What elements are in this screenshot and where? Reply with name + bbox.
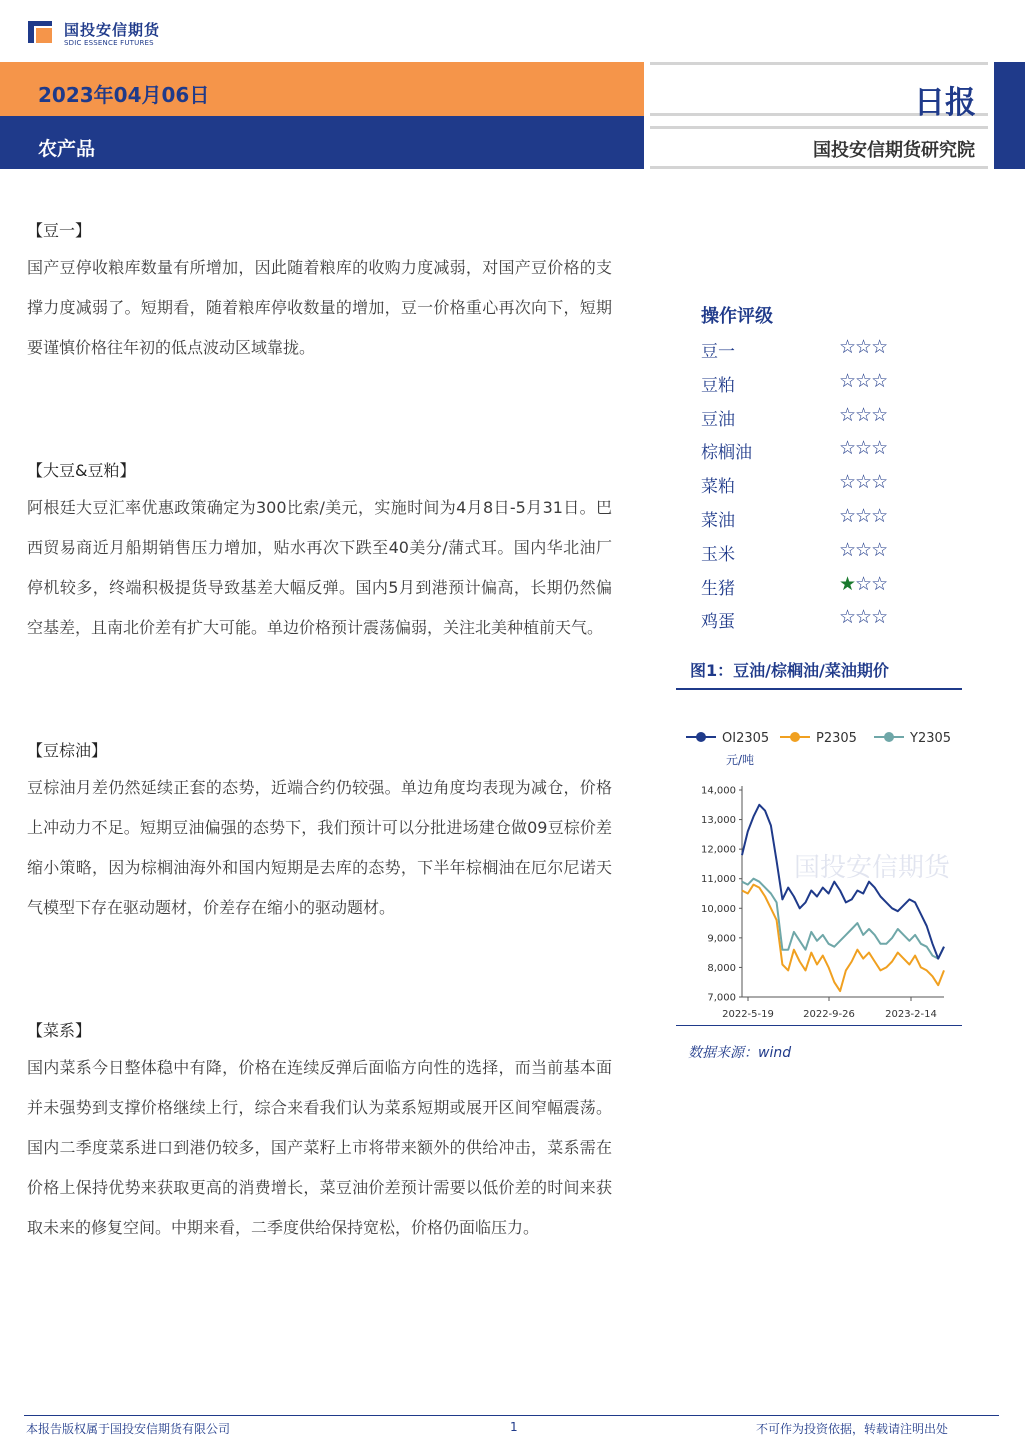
legend-label: Y2305 (910, 731, 952, 746)
star-empty-icon: ☆ (855, 437, 872, 460)
page-number: 1 (510, 1420, 518, 1434)
star-empty-icon: ☆ (855, 505, 872, 527)
star-filled-icon: ★ (839, 572, 856, 595)
y-tick-label: 8,000 (707, 962, 736, 974)
x-tick-label: 2022-9-26 (803, 1009, 855, 1020)
star-empty-icon: ☆ (871, 505, 888, 527)
y-tick-label: 11,000 (701, 874, 736, 886)
footer-disclaimer: 不可作为投资依据，转载请注明出处 (756, 1422, 949, 1436)
star-empty-icon: ☆ (839, 403, 856, 426)
company-logo-icon (26, 17, 56, 47)
legend-label: OI2305 (722, 731, 770, 746)
star-empty-icon: ☆ (871, 572, 888, 595)
star-empty-icon: ☆ (855, 471, 872, 494)
figure-title: 图1：豆油/棕榈油/菜油期价 (690, 661, 889, 680)
star-empty-icon: ☆ (855, 538, 872, 561)
legend-marker (790, 732, 800, 742)
rating-stars (839, 606, 887, 628)
star-empty-icon: ☆ (839, 336, 856, 358)
rating-row (701, 405, 961, 431)
x-tick-label: 2022-5-19 (722, 1009, 774, 1020)
company-name-en: SDIC ESSENCE FUTURES (64, 39, 154, 47)
star-empty-icon: ☆ (871, 437, 888, 460)
y-tick-label: 7,000 (707, 992, 736, 1004)
institute-name: 国投安信期货研究院 (813, 140, 975, 161)
x-tick-label: 2023-2-14 (885, 1009, 937, 1020)
rating-row (701, 574, 961, 600)
star-empty-icon: ☆ (871, 538, 888, 561)
star-empty-icon: ☆ (839, 369, 856, 392)
section-title-soybean1: 【豆一】 (27, 221, 92, 240)
figure-top-rule (676, 688, 962, 690)
star-empty-icon: ☆ (839, 505, 856, 527)
rating-item-name: 玉米 (701, 544, 735, 565)
rating-row (701, 472, 961, 498)
star-empty-icon: ☆ (855, 572, 872, 595)
star-empty-icon: ☆ (871, 471, 888, 494)
y-tick-label: 14,000 (701, 785, 736, 797)
star-empty-icon: ☆ (871, 369, 888, 392)
section-text-rapeseed: 国内菜系今日整体稳中有降，价格在连续反弹后面临方向性的选择，而当前基本面并未强势到支撑价格继续上行，综合来看我们认为菜系短期或展开区间窄幅震荡。国内二季度菜系进口到港仍较多，国产菜籽上市将带来额外的供给冲击，菜系需在价格上保持优势来获取更高的消费增长，菜豆油价差预计需要以低价差的时间来获取未来的修复空间。中期来看，二季度供给保持宽松，价格仍面临压力。 (27, 1058, 612, 1237)
star-empty-icon: ☆ (871, 403, 888, 426)
legend-marker (884, 732, 894, 742)
section-text-soybean1: 国产豆停收粮库数量有所增加，因此随着粮库的收购力度减弱，对国产豆价格的支撑力度减弱了。短期看，随着粮库停收数量的增加，豆一价格重心再次向下，短期要谨慎价格往年初的低点波动区域靠拢。 (27, 258, 612, 357)
rating-item-name: 鸡蛋 (701, 612, 735, 633)
rating-stars (839, 437, 887, 459)
section-title-rapeseed: 【菜系】 (27, 1021, 92, 1040)
star-empty-icon: ☆ (855, 336, 872, 358)
star-empty-icon: ☆ (839, 471, 856, 494)
star-empty-icon: ☆ (855, 606, 872, 629)
star-empty-icon: ☆ (839, 606, 856, 629)
rating-item-name: 豆一 (701, 342, 735, 362)
rating-row (701, 540, 961, 566)
rating-title: 操作评级 (701, 306, 773, 327)
rating-item-name: 豆粕 (701, 375, 735, 396)
star-empty-icon: ☆ (839, 437, 856, 460)
rating-row (701, 506, 961, 532)
star-empty-icon: ☆ (839, 538, 856, 561)
rating-stars (839, 505, 887, 527)
y-tick-label: 12,000 (701, 844, 736, 856)
chart-watermark: 国投安信期货 (794, 853, 951, 883)
rating-stars (839, 573, 887, 595)
footer-copyright: 本报告版权属于国投安信期货有限公司 (26, 1422, 231, 1436)
report-type-title: 日报 (914, 85, 976, 121)
section-title-soybean-meal: 【大豆&豆粕】 (27, 461, 136, 480)
header-edge-block (994, 62, 1025, 169)
rating-item-name: 棕榈油 (701, 443, 752, 464)
y-tick-label: 13,000 (701, 815, 736, 827)
report-date: 2023年04月06日 (38, 83, 210, 107)
figure-bottom-rule (676, 1025, 962, 1026)
rating-stars (839, 471, 887, 493)
figure-source: 数据来源：wind (688, 1045, 792, 1061)
rating-row (701, 438, 961, 464)
rating-item-name: 菜粕 (701, 477, 735, 498)
footer-rule (24, 1415, 999, 1416)
star-empty-icon: ☆ (871, 606, 888, 629)
star-empty-icon: ☆ (855, 403, 872, 426)
rating-item-name: 生猪 (701, 578, 735, 599)
rating-row (701, 337, 961, 363)
rating-item-name: 豆油 (701, 409, 735, 430)
series-line-y2305 (742, 879, 944, 959)
section-text-soy-palm-oil: 豆棕油月差仍然延续正套的态势，近端合约仍较强。单边角度均表现为减仓，价格上冲动力不足。短期豆油偏强的态势下，我们预计可以分批进场建仓做09豆棕价差缩小策略，因为棕榈油海外和国内短期是去库的态势，下半年棕榈油在厄尔尼诺天气模型下存在驱动题材，价差存在缩小的驱动题材。 (27, 778, 612, 917)
rating-item-name: 菜油 (701, 511, 735, 531)
y-axis-label: 元/吨 (726, 753, 755, 767)
company-name-cn: 国投安信期货 (64, 21, 161, 39)
section-title-soy-palm-oil: 【豆棕油】 (27, 741, 108, 760)
rating-stars (839, 336, 887, 358)
category-band (0, 116, 644, 169)
y-tick-label: 10,000 (701, 903, 736, 915)
star-empty-icon: ☆ (871, 336, 888, 358)
rating-stars (839, 404, 887, 426)
price-line-chart (676, 696, 966, 1024)
legend-label: P2305 (816, 731, 857, 746)
report-category: 农产品 (38, 138, 96, 160)
legend-marker (696, 732, 706, 742)
section-text-soybean-meal: 阿根廷大豆汇率优惠政策确定为300比索/美元，实施时间为4月8日-5月31日。巴西贸易商近月船期销售压力增加，贴水再次下跌至40美分/蒲式耳。国内华北油厂停机较多，终端积极提货导致基差大幅反弹。国内5月到港预计偏高，长期仍然偏空基差，且南北价差有扩大可能。单边价格预计震荡偏弱，关注北美种植前天气。 (27, 498, 612, 637)
star-empty-icon: ☆ (855, 369, 872, 392)
rating-row (701, 607, 961, 633)
rating-stars (839, 539, 887, 561)
y-tick-label: 9,000 (707, 933, 736, 945)
rating-row (701, 371, 961, 397)
rating-stars (839, 370, 887, 392)
